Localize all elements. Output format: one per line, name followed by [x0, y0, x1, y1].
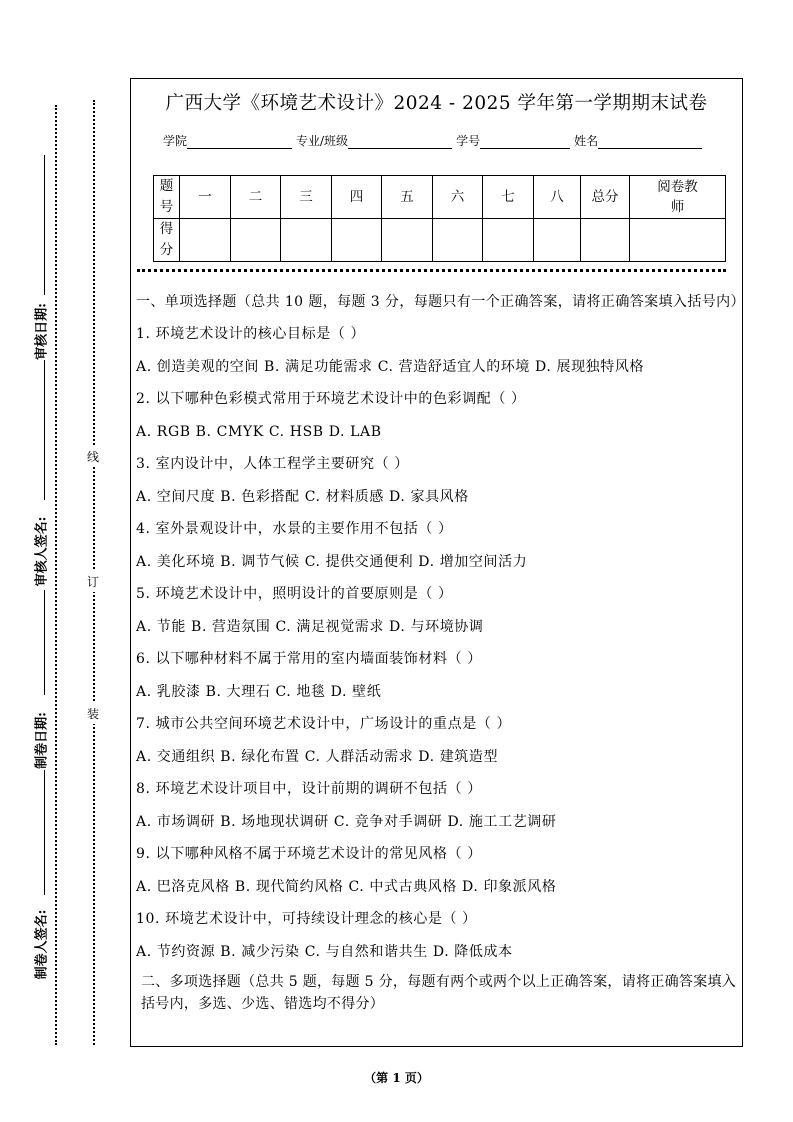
section-1-heading: 一、单项选择题（总共 10 题，每题 3 分，每题只有一个正确答案，请将正确答案填入括号内）	[136, 294, 745, 310]
exam-page-frame	[130, 78, 743, 1047]
question-7-options: A. 交通组织 B. 绿化布置 C. 人群活动需求 D. 建筑造型	[136, 749, 499, 765]
paper-date-line	[44, 590, 45, 695]
row-label-score: 得分	[154, 219, 180, 262]
name-label: 姓名	[574, 134, 599, 148]
score-cell-grader[interactable]	[630, 219, 726, 262]
page-number: （第 1 页）	[364, 1071, 429, 1085]
exam-content	[136, 291, 745, 1015]
score-cell[interactable]	[332, 219, 382, 262]
score-cell[interactable]	[231, 219, 281, 262]
binding-mark-zhuang: 装	[87, 703, 99, 724]
binding-dotted-line-outer	[55, 105, 57, 1045]
question-1: 1. 环境艺术设计的核心目标是（ ）	[136, 326, 366, 342]
column-header: 五	[382, 176, 433, 219]
exam-title: 广西大学《环境艺术设计》2024 - 2025 学年第一学期期末试卷	[165, 93, 708, 114]
row-label-question-number: 题号	[154, 176, 180, 219]
question-5-options: A. 节能 B. 营造氛围 C. 满足视觉需求 D. 与环境协调	[136, 619, 484, 635]
question-8-options: A. 市场调研 B. 场地现状调研 C. 竞争对手调研 D. 施工工艺调研	[136, 814, 557, 830]
dotted-separator	[137, 269, 726, 272]
column-header: 一	[180, 176, 231, 219]
question-10-options: A. 节约资源 B. 减少污染 C. 与自然和谐共生 D. 降低成本	[136, 944, 513, 960]
paper-maker-signature-label: 制卷人签名:	[34, 909, 50, 980]
name-field[interactable]	[598, 135, 702, 149]
question-2: 2. 以下哪种色彩模式常用于环境艺术设计中的色彩调配（ ）	[136, 391, 526, 407]
score-table	[153, 175, 726, 262]
column-header-grader: 阅卷教师	[630, 176, 726, 219]
question-9-options: A. 巴洛克风格 B. 现代简约风格 C. 中式古典风格 D. 印象派风格	[136, 879, 557, 895]
major-class-field[interactable]	[348, 135, 452, 149]
column-header: 三	[281, 176, 332, 219]
major-class-label: 专业/班级	[296, 134, 349, 148]
question-8: 8. 环境艺术设计项目中，设计前期的调研不包括（ ）	[136, 781, 482, 797]
college-field[interactable]	[187, 135, 292, 149]
score-cell-total[interactable]	[581, 219, 630, 262]
question-3: 3. 室内设计中，人体工程学主要研究（ ）	[136, 456, 409, 472]
paper-date-label: 制卷日期:	[34, 712, 50, 769]
review-date-label: 审核日期:	[34, 303, 50, 360]
score-cell[interactable]	[483, 219, 534, 262]
student-id-label: 学号	[456, 134, 481, 148]
column-header: 八	[534, 176, 581, 219]
reviewer-signature-label: 审核人签名:	[34, 516, 50, 587]
score-cell[interactable]	[382, 219, 433, 262]
column-header-total: 总分	[581, 176, 630, 219]
column-header: 七	[483, 176, 534, 219]
question-1-options: A. 创造美观的空间 B. 满足功能需求 C. 营造舒适宜人的环境 D. 展现独特风格	[136, 359, 645, 375]
question-3-options: A. 空间尺度 B. 色彩搭配 C. 材料质感 D. 家具风格	[136, 489, 469, 505]
binding-mark-ding: 订	[87, 571, 99, 592]
score-cell[interactable]	[180, 219, 231, 262]
binding-mark-line: 线	[87, 446, 99, 467]
question-4-options: A. 美化环境 B. 调节气候 C. 提供交通便利 D. 增加空间活力	[136, 554, 528, 570]
question-5: 5. 环境艺术设计中，照明设计的首要原则是（ ）	[136, 586, 453, 602]
question-2-options: A. RGB B. CMYK C. HSB D. LAB	[136, 424, 382, 440]
question-9: 9. 以下哪种风格不属于环境艺术设计的常见风格（ ）	[136, 846, 482, 862]
student-info-row	[163, 132, 706, 149]
section-2-heading: 二、多项选择题（总共 5 题，每题 5 分，每题有两个或两个以上正确答案，请将正确答案填入括号内，多选、少选、错选均不得分）	[141, 974, 737, 1012]
column-header: 六	[433, 176, 483, 219]
college-label: 学院	[163, 134, 188, 148]
score-cell[interactable]	[281, 219, 332, 262]
reviewer-signature-line	[44, 360, 45, 500]
question-7: 7. 城市公共空间环境艺术设计中，广场设计的重点是（ ）	[136, 716, 512, 732]
question-10: 10. 环境艺术设计中，可持续设计理念的核心是（ ）	[136, 911, 477, 927]
question-4: 4. 室外景观设计中，水景的主要作用不包括（ ）	[136, 521, 453, 537]
question-6-options: A. 乳胶漆 B. 大理石 C. 地毯 D. 壁纸	[136, 684, 382, 700]
review-date-line	[44, 155, 45, 295]
paper-maker-signature-line	[44, 770, 45, 895]
score-cell[interactable]	[534, 219, 581, 262]
score-cell[interactable]	[433, 219, 483, 262]
column-header: 四	[332, 176, 382, 219]
student-id-field[interactable]	[480, 135, 570, 149]
question-6: 6. 以下哪种材料不属于常用的室内墙面装饰材料（ ）	[136, 651, 482, 667]
column-header: 二	[231, 176, 281, 219]
